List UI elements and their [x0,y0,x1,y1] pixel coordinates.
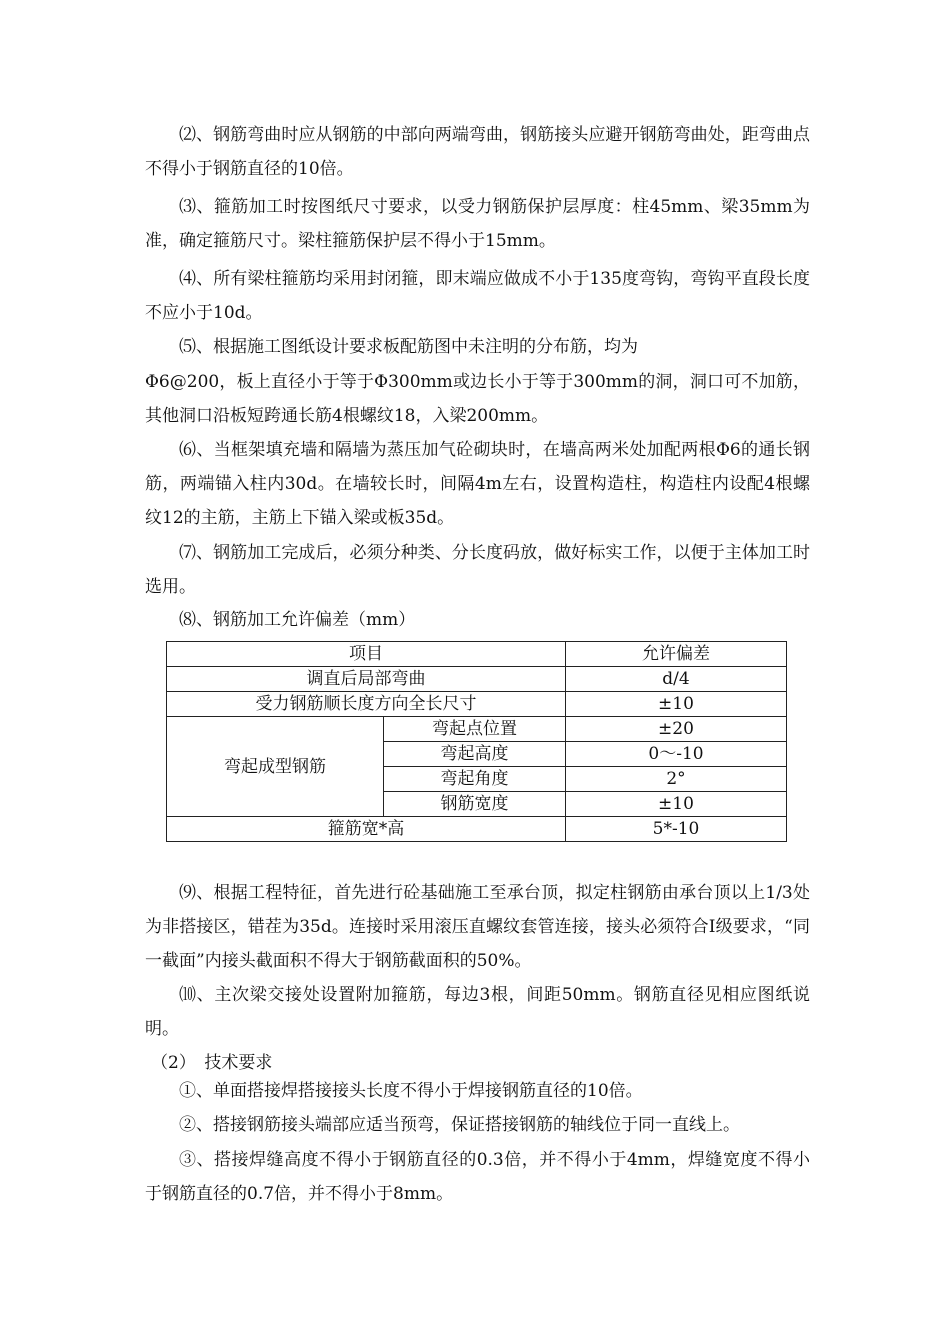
paragraph-8: ⑻、钢筋加工允许偏差（mm） [179,610,416,630]
paragraph-2: ⑵、钢筋弯曲时应从钢筋的中部向两端弯曲，钢筋接头应避开钢筋弯曲处，距弯曲点不得小于钢筋直径的10倍。 [145,125,810,179]
requirement-2: ②、搭接钢筋接头端部应适当预弯，保证搭接钢筋的轴线位于同一直线上。 [179,1115,740,1135]
paragraph-4: ⑷、所有梁柱箍筋均采用封闭箍，即末端应做成不小于135度弯钩，弯钩平直段长度不应小于10d。 [145,269,810,323]
table-header-row [167,642,787,667]
tolerance-cell: ±20 [566,717,787,742]
tolerance-cell: 2° [566,767,787,792]
paragraph-5-rest: Φ6@200，板上直径小于等于Φ300mm或边长小于等于300mm的洞，洞口可不加筋，其他洞口沿板短跨通长筋4根螺纹18，入梁200mm。 [145,372,810,426]
paragraph-10: ⑽、主次梁交接处设置附加箍筋，每边3根，间距50mm。钢筋直径见相应图纸说明。 [145,985,810,1039]
requirement-3: ③、搭接焊缝高度不得小于钢筋直径的0.3倍，并不得小于4mm，焊缝宽度不得小于钢筋直径的0.7倍，并不得小于8mm。 [145,1150,810,1204]
tolerance-cell: ±10 [566,692,787,717]
item-cell: 受力钢筋顺长度方向全长尺寸 [167,692,566,717]
tolerance-cell: ±10 [566,792,787,817]
tolerance-cell: d/4 [566,667,787,692]
table-row [167,692,787,717]
sub-item-cell: 弯起高度 [384,742,566,767]
sub-item-cell: 弯起角度 [384,767,566,792]
item-cell: 调直后局部弯曲 [167,667,566,692]
tolerance-cell: 0～-10 [566,742,787,767]
sub-item-cell: 钢筋宽度 [384,792,566,817]
table-row [167,667,787,692]
paragraph-9: ⑼、根据工程特征，首先进行砼基础施工至承台顶，拟定柱钢筋由承台顶以上1/3处为非搭接区，错茬为35d。连接时采用滚压直螺纹套管连接，接头必须符合Ⅰ级要求，“同一截面”内接头截面积不得大于钢筋截面积的50%。 [145,883,810,971]
group-label-cell: 弯起成型钢筋 [167,717,384,817]
header-item-cell: 项目 [167,642,566,667]
sub-item-cell: 弯起点位置 [384,717,566,742]
requirement-1: ①、单面搭接焊搭接接头长度不得小于焊接钢筋直径的10倍。 [179,1081,643,1101]
tolerance-table [166,641,787,842]
item-cell: 箍筋宽*高 [167,817,566,842]
paragraph-5-line1: ⑸、根据施工图纸设计要求板配筋图中未注明的分布筋，均为 [179,337,638,357]
paragraph-3: ⑶、箍筋加工时按图纸尺寸要求，以受力钢筋保护层厚度：柱45mm、梁35mm为准，确定箍筋尺寸。梁柱箍筋保护层不得小于15mm。 [145,197,810,251]
section-heading-technical-requirements: （2） 技术要求 [151,1053,273,1073]
table-row [167,717,787,742]
tolerance-cell: 5*-10 [566,817,787,842]
table-row [167,817,787,842]
paragraph-7: ⑺、钢筋加工完成后，必须分种类、分长度码放，做好标实工作，以便于主体加工时选用。 [145,543,810,597]
header-tolerance-cell: 允许偏差 [566,642,787,667]
paragraph-6: ⑹、当框架填充墙和隔墙为蒸压加气砼砌块时，在墙高两米处加配两根Φ6的通长钢筋，两端锚入柱内30d。在墙较长时，间隔4m左右，设置构造柱，构造柱内设配4根螺纹12的主筋，主筋上下锚入梁或板35d。 [145,440,810,528]
